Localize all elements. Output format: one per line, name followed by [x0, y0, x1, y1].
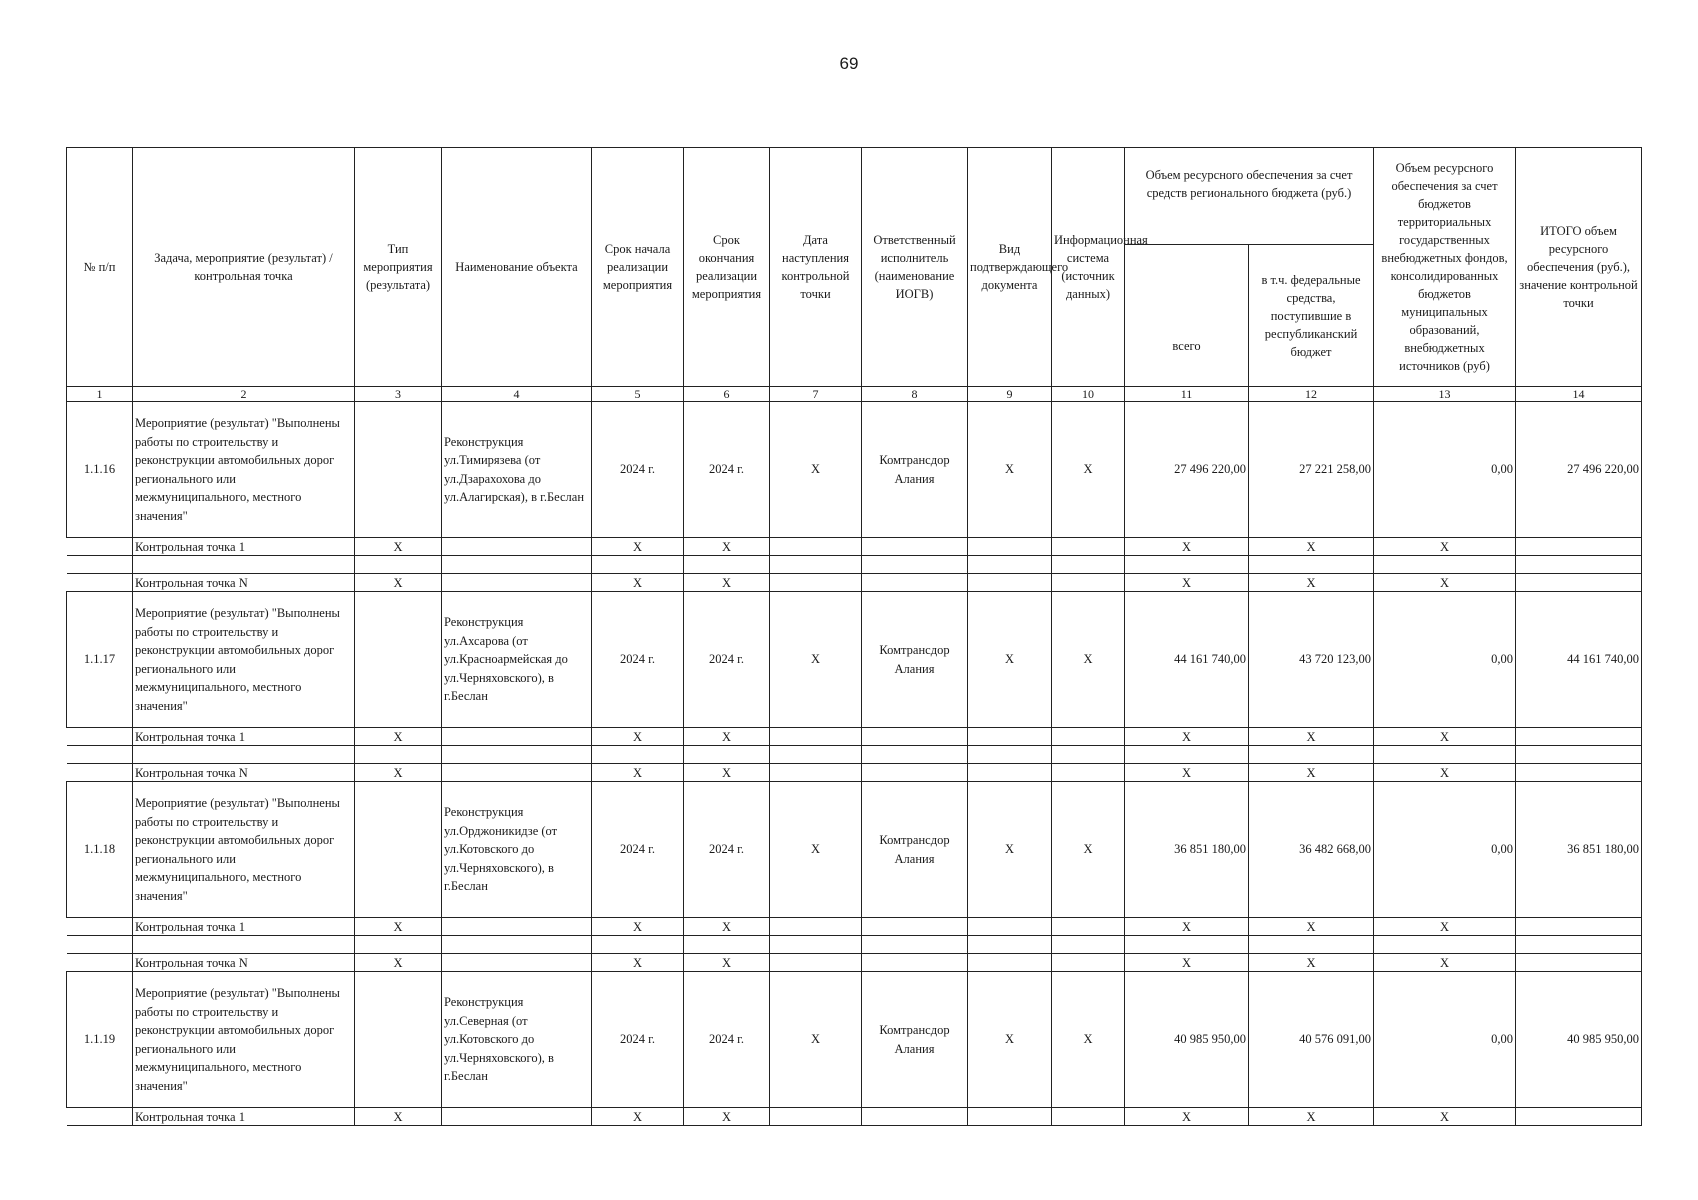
header-task: Задача, мероприятие (результат) / контрольная точка — [133, 148, 355, 387]
empty-cell — [67, 918, 133, 936]
checkpoint-start-mark: X — [592, 954, 684, 972]
header-other-budgets: Объем ресурсного обеспечения за счет бюджетов территориальных государственных внебюджетных фондов, консолидированных бюджетов муниципальных образований, внебюджетных источников (руб) — [1374, 148, 1516, 387]
empty-cell — [1052, 556, 1125, 574]
event-start: 2024 г. — [592, 592, 684, 728]
empty-cell — [442, 728, 592, 746]
column-number: 7 — [770, 387, 862, 402]
checkpoint-row-1 — [67, 918, 1642, 936]
empty-cell — [1052, 574, 1125, 592]
empty-cell — [968, 538, 1052, 556]
event-checkpoint-date: X — [770, 402, 862, 538]
checkpoint-type-mark: X — [355, 1108, 442, 1126]
empty-cell — [442, 954, 592, 972]
empty-cell — [1125, 746, 1249, 764]
empty-cell — [968, 574, 1052, 592]
empty-cell — [67, 1108, 133, 1126]
event-task: Мероприятие (результат) "Выполнены работы по строительству и реконструкции автомобильных дорог регионального или межмуниципального, местного значения" — [133, 592, 355, 728]
column-number: 11 — [1125, 387, 1249, 402]
event-start: 2024 г. — [592, 402, 684, 538]
event-total: 27 496 220,00 — [1125, 402, 1249, 538]
event-end: 2024 г. — [684, 592, 770, 728]
event-federal: 27 221 258,00 — [1249, 402, 1374, 538]
header-grand-total: ИТОГО объем ресурсного обеспечения (руб.), значение контрольной точки — [1516, 148, 1642, 387]
event-federal: 40 576 091,00 — [1249, 972, 1374, 1108]
column-number: 10 — [1052, 387, 1125, 402]
checkpoint-end-mark: X — [684, 574, 770, 592]
event-other-budgets: 0,00 — [1374, 592, 1516, 728]
table-header — [67, 148, 1642, 387]
empty-cell — [355, 746, 442, 764]
empty-cell — [1249, 936, 1374, 954]
column-number: 13 — [1374, 387, 1516, 402]
checkpoint-type-mark: X — [355, 574, 442, 592]
checkpoint-total-mark: X — [1125, 728, 1249, 746]
header-type: Тип мероприятия (результата) — [355, 148, 442, 387]
empty-cell — [968, 954, 1052, 972]
event-task: Мероприятие (результат) "Выполнены работы по строительству и реконструкции автомобильных дорог регионального или межмуниципального, местного значения" — [133, 782, 355, 918]
empty-cell — [1516, 954, 1642, 972]
checkpoint-end-mark: X — [684, 918, 770, 936]
checkpoint-row-1 — [67, 1108, 1642, 1126]
event-executor: Комтрансдор Алания — [862, 592, 968, 728]
checkpoint-label: Контрольная точка N — [133, 764, 355, 782]
checkpoint-total-mark: X — [1125, 1108, 1249, 1126]
checkpoint-type-mark: X — [355, 918, 442, 936]
empty-cell — [67, 764, 133, 782]
empty-cell — [1052, 936, 1125, 954]
event-start: 2024 г. — [592, 972, 684, 1108]
empty-cell — [968, 1108, 1052, 1126]
empty-cell — [1052, 1108, 1125, 1126]
checkpoint-type-mark: X — [355, 728, 442, 746]
empty-cell — [862, 954, 968, 972]
checkpoint-label: Контрольная точка 1 — [133, 538, 355, 556]
empty-cell — [1249, 556, 1374, 574]
column-number: 4 — [442, 387, 592, 402]
empty-cell — [1052, 728, 1125, 746]
event-grand-total: 36 851 180,00 — [1516, 782, 1642, 918]
event-doc-type: X — [968, 592, 1052, 728]
empty-cell — [968, 764, 1052, 782]
empty-cell — [770, 574, 862, 592]
checkpoint-other-mark: X — [1374, 728, 1516, 746]
event-number: 1.1.16 — [67, 402, 133, 538]
checkpoint-gap-row — [67, 746, 1642, 764]
checkpoint-label: Контрольная точка 1 — [133, 918, 355, 936]
header-object: Наименование объекта — [442, 148, 592, 387]
empty-cell — [442, 746, 592, 764]
empty-cell — [67, 936, 133, 954]
column-number: 2 — [133, 387, 355, 402]
event-task: Мероприятие (результат) "Выполнены работы по строительству и реконструкции автомобильных дорог регионального или межмуниципального, местного значения" — [133, 402, 355, 538]
checkpoint-label: Контрольная точка N — [133, 574, 355, 592]
event-federal: 36 482 668,00 — [1249, 782, 1374, 918]
empty-cell — [770, 746, 862, 764]
empty-cell — [684, 746, 770, 764]
header-num: № п/п — [67, 148, 133, 387]
column-number: 8 — [862, 387, 968, 402]
empty-cell — [1052, 954, 1125, 972]
empty-cell — [1516, 728, 1642, 746]
checkpoint-start-mark: X — [592, 728, 684, 746]
event-info-system: X — [1052, 782, 1125, 918]
empty-cell — [862, 728, 968, 746]
empty-cell — [862, 556, 968, 574]
empty-cell — [67, 574, 133, 592]
empty-cell — [1125, 556, 1249, 574]
event-row — [67, 972, 1642, 1108]
event-object: Реконструкция ул.Тимирязева (от ул.Дзарахохова до ул.Алагирская), в г.Беслан — [442, 402, 592, 538]
header-regional-group: Объем ресурсного обеспечения за счет средств регионального бюджета (руб.) — [1125, 148, 1374, 245]
event-grand-total: 44 161 740,00 — [1516, 592, 1642, 728]
checkpoint-label: Контрольная точка N — [133, 954, 355, 972]
empty-cell — [1516, 556, 1642, 574]
empty-cell — [684, 556, 770, 574]
empty-cell — [862, 764, 968, 782]
empty-cell — [442, 1108, 592, 1126]
column-number: 12 — [1249, 387, 1374, 402]
page-number: 69 — [839, 54, 859, 73]
empty-cell — [1052, 538, 1125, 556]
checkpoint-end-mark: X — [684, 728, 770, 746]
checkpoint-gap-row — [67, 936, 1642, 954]
empty-cell — [1516, 918, 1642, 936]
empty-cell — [1516, 538, 1642, 556]
event-object: Реконструкция ул.Ахсарова (от ул.Красноармейская до ул.Черняховского), в г.Беслан — [442, 592, 592, 728]
empty-cell — [1374, 556, 1516, 574]
empty-cell — [1516, 764, 1642, 782]
empty-cell — [862, 574, 968, 592]
checkpoint-end-mark: X — [684, 954, 770, 972]
checkpoint-start-mark: X — [592, 918, 684, 936]
checkpoint-end-mark: X — [684, 538, 770, 556]
empty-cell — [1516, 1108, 1642, 1126]
checkpoint-federal-mark: X — [1249, 728, 1374, 746]
checkpoint-type-mark: X — [355, 764, 442, 782]
empty-cell — [67, 728, 133, 746]
event-executor: Комтрансдор Алания — [862, 782, 968, 918]
empty-cell — [355, 936, 442, 954]
empty-cell — [1052, 918, 1125, 936]
event-end: 2024 г. — [684, 402, 770, 538]
empty-cell — [1374, 746, 1516, 764]
checkpoint-other-mark: X — [1374, 954, 1516, 972]
event-federal: 43 720 123,00 — [1249, 592, 1374, 728]
checkpoint-type-mark: X — [355, 954, 442, 972]
empty-cell — [770, 728, 862, 746]
checkpoint-federal-mark: X — [1249, 954, 1374, 972]
checkpoint-type-mark: X — [355, 538, 442, 556]
column-number: 5 — [592, 387, 684, 402]
checkpoint-row-1 — [67, 728, 1642, 746]
empty-cell — [1516, 574, 1642, 592]
event-total: 36 851 180,00 — [1125, 782, 1249, 918]
event-number: 1.1.18 — [67, 782, 133, 918]
event-info-system: X — [1052, 972, 1125, 1108]
empty-cell — [862, 746, 968, 764]
empty-cell — [1052, 746, 1125, 764]
empty-cell — [1516, 936, 1642, 954]
empty-cell — [968, 556, 1052, 574]
empty-cell — [968, 746, 1052, 764]
checkpoint-total-mark: X — [1125, 764, 1249, 782]
resource-plan-table — [66, 147, 1642, 1126]
empty-cell — [1052, 764, 1125, 782]
event-doc-type: X — [968, 782, 1052, 918]
event-number: 1.1.19 — [67, 972, 133, 1108]
empty-cell — [862, 936, 968, 954]
event-executor: Комтрансдор Алания — [862, 972, 968, 1108]
header-total: всего — [1125, 245, 1249, 387]
empty-cell — [133, 746, 355, 764]
empty-cell — [133, 556, 355, 574]
empty-cell — [968, 918, 1052, 936]
table-body — [67, 387, 1642, 1126]
empty-cell — [355, 972, 442, 1108]
empty-cell — [442, 538, 592, 556]
event-object: Реконструкция ул.Орджоникидзе (от ул.Котовского до ул.Черняховского), в г.Беслан — [442, 782, 592, 918]
checkpoint-start-mark: X — [592, 764, 684, 782]
empty-cell — [770, 1108, 862, 1126]
checkpoint-row-n — [67, 954, 1642, 972]
checkpoint-federal-mark: X — [1249, 538, 1374, 556]
empty-cell — [862, 1108, 968, 1126]
header-doc-type: Вид подтверждающего документа — [968, 148, 1052, 387]
column-number: 1 — [67, 387, 133, 402]
checkpoint-gap-row — [67, 556, 1642, 574]
empty-cell — [592, 746, 684, 764]
header-info-system: Информационная система (источник данных) — [1052, 148, 1125, 387]
event-row — [67, 402, 1642, 538]
empty-cell — [67, 954, 133, 972]
checkpoint-start-mark: X — [592, 1108, 684, 1126]
empty-cell — [684, 936, 770, 954]
event-doc-type: X — [968, 402, 1052, 538]
checkpoint-other-mark: X — [1374, 538, 1516, 556]
event-number: 1.1.17 — [67, 592, 133, 728]
empty-cell — [770, 556, 862, 574]
event-other-budgets: 0,00 — [1374, 402, 1516, 538]
event-grand-total: 27 496 220,00 — [1516, 402, 1642, 538]
header-executor: Ответственный исполнитель (наименование ИОГВ) — [862, 148, 968, 387]
event-executor: Комтрансдор Алания — [862, 402, 968, 538]
empty-cell — [442, 764, 592, 782]
column-number: 3 — [355, 387, 442, 402]
event-checkpoint-date: X — [770, 592, 862, 728]
event-info-system: X — [1052, 592, 1125, 728]
checkpoint-federal-mark: X — [1249, 918, 1374, 936]
checkpoint-other-mark: X — [1374, 1108, 1516, 1126]
event-row — [67, 592, 1642, 728]
checkpoint-federal-mark: X — [1249, 1108, 1374, 1126]
checkpoint-other-mark: X — [1374, 918, 1516, 936]
checkpoint-label: Контрольная точка 1 — [133, 728, 355, 746]
empty-cell — [67, 556, 133, 574]
checkpoint-federal-mark: X — [1249, 764, 1374, 782]
event-doc-type: X — [968, 972, 1052, 1108]
header-federal: в т.ч. федеральные средства, поступившие в республиканский бюджет — [1249, 245, 1374, 387]
event-checkpoint-date: X — [770, 972, 862, 1108]
column-number: 6 — [684, 387, 770, 402]
empty-cell — [770, 918, 862, 936]
checkpoint-total-mark: X — [1125, 574, 1249, 592]
checkpoint-start-mark: X — [592, 538, 684, 556]
header-end: Срок окончания реализации мероприятия — [684, 148, 770, 387]
empty-cell — [442, 918, 592, 936]
event-end: 2024 г. — [684, 972, 770, 1108]
empty-cell — [67, 746, 133, 764]
empty-cell — [442, 574, 592, 592]
checkpoint-row-n — [67, 574, 1642, 592]
event-info-system: X — [1052, 402, 1125, 538]
empty-cell — [1125, 936, 1249, 954]
empty-cell — [442, 936, 592, 954]
column-number-row — [67, 387, 1642, 402]
checkpoint-row-1 — [67, 538, 1642, 556]
empty-cell — [592, 556, 684, 574]
checkpoint-other-mark: X — [1374, 764, 1516, 782]
empty-cell — [770, 936, 862, 954]
empty-cell — [968, 936, 1052, 954]
checkpoint-other-mark: X — [1374, 574, 1516, 592]
empty-cell — [355, 402, 442, 538]
empty-cell — [770, 538, 862, 556]
empty-cell — [1249, 746, 1374, 764]
checkpoint-label: Контрольная точка 1 — [133, 1108, 355, 1126]
event-other-budgets: 0,00 — [1374, 782, 1516, 918]
event-grand-total: 40 985 950,00 — [1516, 972, 1642, 1108]
empty-cell — [355, 556, 442, 574]
header-start: Срок начала реализации мероприятия — [592, 148, 684, 387]
event-checkpoint-date: X — [770, 782, 862, 918]
empty-cell — [355, 592, 442, 728]
event-end: 2024 г. — [684, 782, 770, 918]
empty-cell — [968, 728, 1052, 746]
checkpoint-federal-mark: X — [1249, 574, 1374, 592]
empty-cell — [1516, 746, 1642, 764]
empty-cell — [133, 936, 355, 954]
checkpoint-end-mark: X — [684, 1108, 770, 1126]
checkpoint-total-mark: X — [1125, 954, 1249, 972]
empty-cell — [592, 936, 684, 954]
checkpoint-start-mark: X — [592, 574, 684, 592]
empty-cell — [1374, 936, 1516, 954]
empty-cell — [770, 764, 862, 782]
column-number: 9 — [968, 387, 1052, 402]
event-total: 44 161 740,00 — [1125, 592, 1249, 728]
empty-cell — [770, 954, 862, 972]
checkpoint-total-mark: X — [1125, 918, 1249, 936]
checkpoint-end-mark: X — [684, 764, 770, 782]
checkpoint-total-mark: X — [1125, 538, 1249, 556]
checkpoint-row-n — [67, 764, 1642, 782]
empty-cell — [862, 918, 968, 936]
event-total: 40 985 950,00 — [1125, 972, 1249, 1108]
empty-cell — [67, 538, 133, 556]
empty-cell — [442, 556, 592, 574]
column-number: 14 — [1516, 387, 1642, 402]
event-task: Мероприятие (результат) "Выполнены работы по строительству и реконструкции автомобильных дорог регионального или межмуниципального, местного значения" — [133, 972, 355, 1108]
event-row — [67, 782, 1642, 918]
event-other-budgets: 0,00 — [1374, 972, 1516, 1108]
empty-cell — [862, 538, 968, 556]
event-start: 2024 г. — [592, 782, 684, 918]
header-checkpoint-date: Дата наступления контрольной точки — [770, 148, 862, 387]
event-object: Реконструкция ул.Северная (от ул.Котовского до ул.Черняховского), в г.Беслан — [442, 972, 592, 1108]
empty-cell — [355, 782, 442, 918]
